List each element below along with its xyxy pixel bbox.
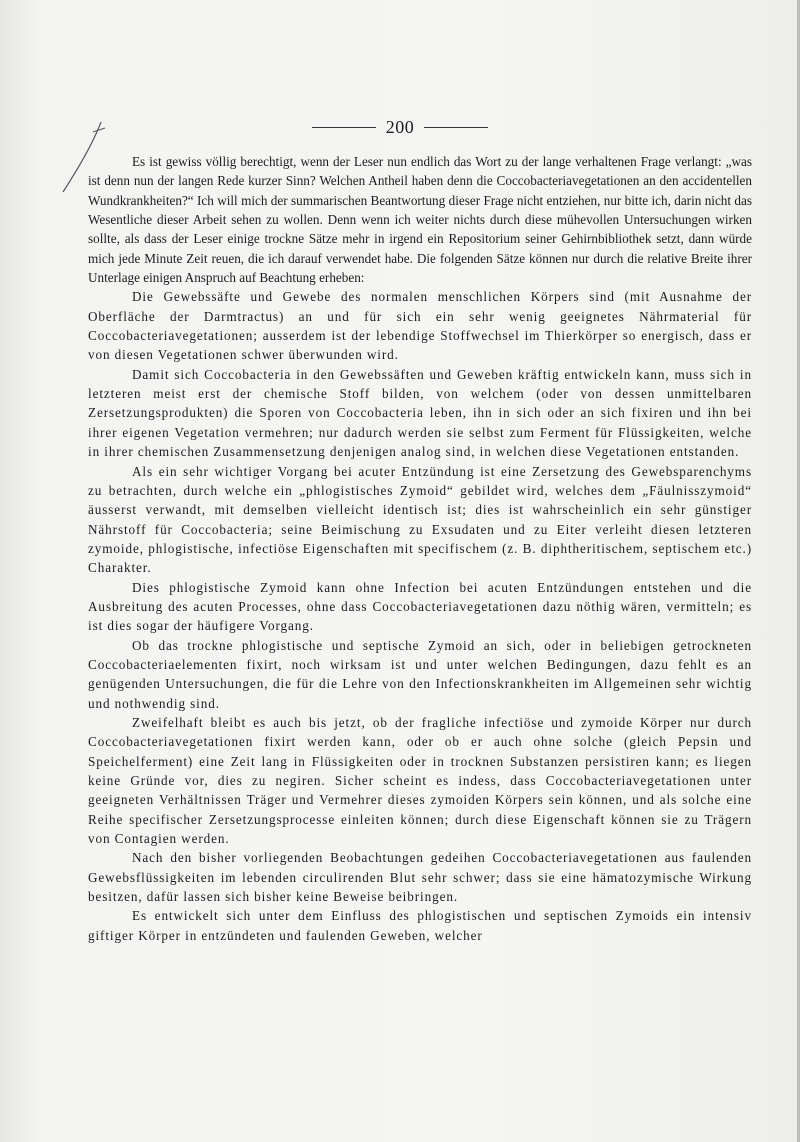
paragraph-4: Als ein sehr wichtiger Vorgang bei acuter Entzündung ist eine Zersetzung des Gewebsparenchyms zu betrachten, durch welche ein „phlogistisches Zymoid“ gebildet wird, welches dem „Fäulnisszymoid“ äusserst verwandt, mit demselben vielleicht identisch ist; dies ist wahrscheinlich ein sehr günstiger Nährstoff für Coccobacteria; seine Beimischung zu Exsudaten und zu Eiter verleiht diesen letzteren zymoide, phlogistische, infectiöse Eigenschaften mit specifischem (z. B. diphtheritischem, septischem etc.) Charakter. xyxy=(88,463,752,576)
page-header xyxy=(0,117,800,138)
paragraph-1: Es ist gewiss völlig berechtigt, wenn der Leser nun endlich das Wort zu der lange verhaltenen Frage verlangt: „was ist denn nun der langen Rede kurzer Sinn? Welchen Antheil haben denn die Coccobacteriavegetationen an den accidentellen Wundkrankheiten?“ Ich will mich der summarischen Beantwortung dieser Frage nicht entziehen, nur bitte ich, darin nicht das Wesentliche dieser Arbeit sehen zu wollen. Denn wenn ich weiter nichts durch diese mühevollen Untersuchungen wirken sollte, als dass der Leser einige trockne Sätze mehr in irgend ein Repositorium seiner Gehirnbibliothek setzt, dann würde mich jede Minute Zeit reuen, die ich darauf verwendet habe. Die folgenden Sätze können nur durch die relative Breite ihrer Unterlage einigen Anspruch auf Beachtung erheben: xyxy=(88,154,752,286)
header-rule-left xyxy=(312,127,376,128)
paragraph-5: Dies phlogistische Zymoid kann ohne Infection bei acuten Entzündungen entstehen und die Ausbreitung des acuten Processes, ohne dass Coccobacteriavegetationen dazu nöthig wären, vermitteln; es ist dies sogar der häufigere Vorgang. xyxy=(88,579,752,634)
body-text xyxy=(88,152,752,945)
paragraph-8: Nach den bisher vorliegenden Beobachtungen gedeihen Coccobacteriavegetationen aus faulenden Gewebsflüssigkeiten im lebenden circulirenden Blut sehr schwer; dass sie eine hämatozymische Wirkung besitzen, dafür lassen sich bisher keine Beweise beibringen. xyxy=(88,850,752,905)
paragraph-2: Die Gewebssäfte und Gewebe des normalen menschlichen Körpers sind (mit Ausnahme der Oberfläche der Darmtractus) an und für sich ein sehr wenig geeignetes Nährmaterial für Coccobacteriavegetationen; ausserdem ist der lebendige Stoffwechsel im Thierkörper so energisch, dass er von diesen Vegetationen schwer überwunden wird. xyxy=(88,289,752,363)
paragraph-3: Damit sich Coccobacteria in den Gewebssäften und Geweben kräftig entwickeln kann, muss sich in letzteren meist erst der chemische Stoff bilden, von welchem (oder von dessen unmittelbaren Zersetzungsprodukten) die Sporen von Coccobacteria leben, ihn in sich oder an sich fixiren und ihn bei ihrer eigenen Vegetation vermehren; nur dadurch werden sie selbst zum Ferment für Flüssigkeiten, welche in ihrer chemischen Zusammensetzung denjenigen analog sind, in welchen diese Vegetationen entstanden. xyxy=(88,366,752,460)
paragraph-7: Zweifelhaft bleibt es auch bis jetzt, ob der fragliche infectiöse und zymoide Körper nur durch Coccobacteriavegetationen fixirt werden kann, oder ob er auch ohne solche (gleich Pepsin und Speichelferment) eine Zeit lang in Flüssigkeiten oder in trocknen Substanzen persistiren kann; es liegen keine Gründe vor, dies zu negiren. Sicher scheint es indess, dass Coccobacteriavegetationen unter geeigneten Verhältnissen Träger und Vermehrer dieses zymoiden Körpers sein können, und als solche eine Reihe specifischer Zersetzungsprocesse einleiten können; durch diese Eigenschaft können sie zu Trägern von Contagien werden. xyxy=(88,714,752,847)
paragraph-9: Es entwickelt sich unter dem Einfluss des phlogistischen und septischen Zymoids ein intensiv giftiger Körper in entzündeten und faulenden Geweben, welcher xyxy=(88,908,752,943)
page-number: 200 xyxy=(385,117,415,137)
paragraph-6: Ob das trockne phlogistische und septische Zymoid an sich, oder in beliebigen getrockneten Coccobacteriaelementen fixirt, noch wirksam ist und unter welchen Bedingungen, dazu fehlt es an genügenden Untersuchungen, die für die Lehre von den Infectionskrankheiten im Allgemeinen sehr wichtig und nothwendig sind. xyxy=(88,637,752,711)
header-rule-right xyxy=(424,127,488,128)
